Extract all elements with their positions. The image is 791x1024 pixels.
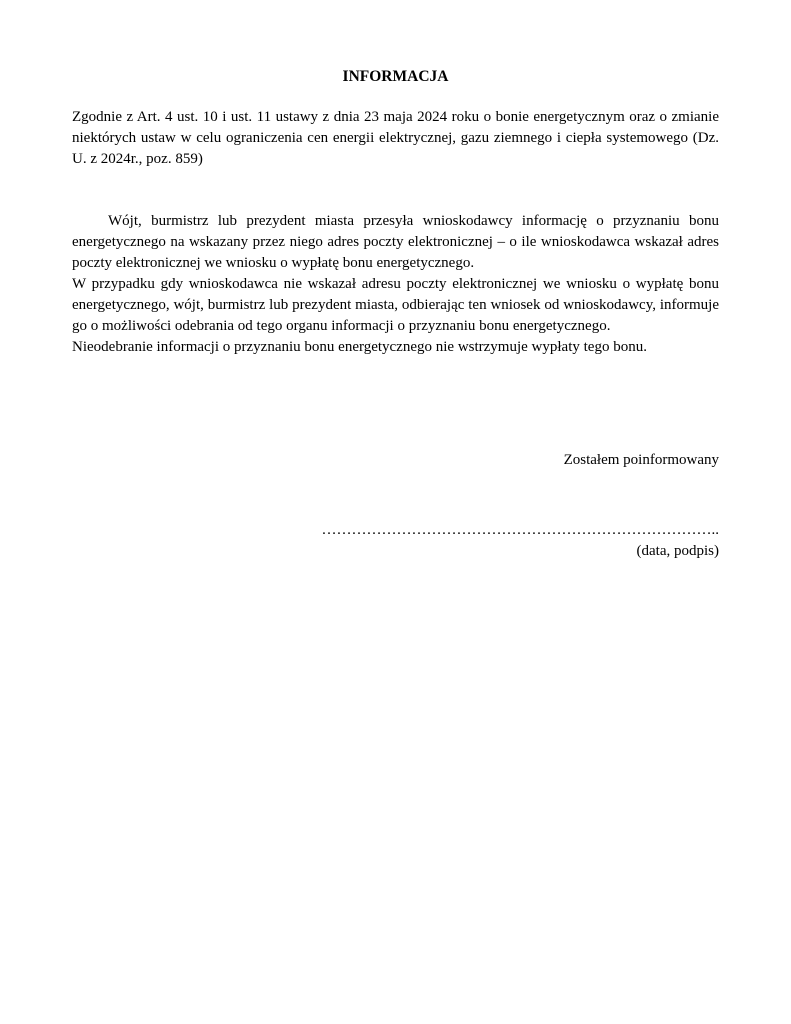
body-text-block bbox=[72, 211, 719, 358]
body-paragraph: Wójt, burmistrz lub prezydent miasta przesyła wnioskodawcy informację o przyznaniu bonu energetycznego na wskazany przez niego adres poczty elektronicznej – o ile wnioskodawca wskazał adres poczty elektronicznej we wniosku o wypłatę bonu energetycznego. bbox=[72, 213, 719, 271]
body-paragraph: Nieodebranie informacji o przyznaniu bonu energetycznego nie wstrzymuje wypłaty tego bonu. bbox=[72, 339, 647, 355]
intro-paragraph: Zgodnie z Art. 4 ust. 10 i ust. 11 ustawy z dnia 23 maja 2024 roku o bonie energetycznym oraz o zmianie niektórych ustaw w celu ograniczenia cen energii elektrycznej, gazu ziemnego i ciepła systemowego (Dz. U. z 2024r., poz. 859) bbox=[72, 109, 719, 167]
body-paragraph: W przypadku gdy wnioskodawca nie wskazał adresu poczty elektronicznej we wniosku o wypłatę bonu energetycznego, wójt, burmistrz lub prezydent miasta, odbierając ten wniosek od wnioskodawcy, informuje go o możliwości odebrania od tego organu informacji o przyznaniu bonu energetycznego. bbox=[72, 276, 719, 334]
signature-dotted-line: …………………………………………………………………….. bbox=[321, 522, 719, 538]
document-title: INFORMACJA bbox=[342, 68, 449, 85]
signature-block bbox=[72, 520, 719, 562]
signature-caption: (data, podpis) bbox=[636, 543, 719, 559]
acknowledgement-text: Zostałem poinformowany bbox=[563, 452, 719, 468]
